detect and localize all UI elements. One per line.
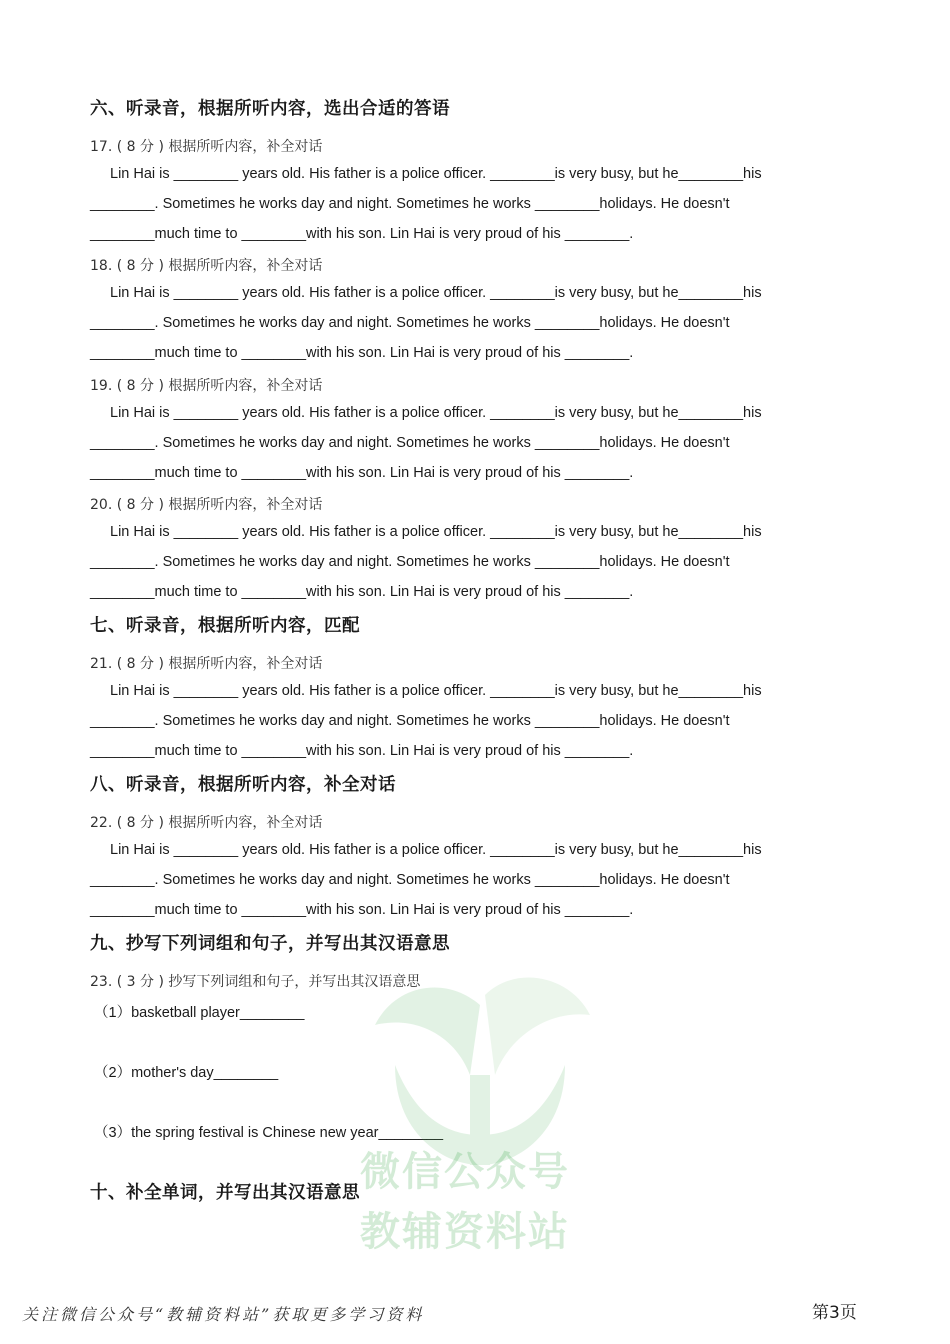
question-score: ( 3 分 )	[116, 974, 164, 990]
watermark-text-1: 微信公众号	[360, 1149, 570, 1195]
question-number: 22.	[90, 815, 113, 831]
copy-item-3: （3）the spring festival is Chinese new year________	[94, 1125, 444, 1141]
question-instruction: 根据所听内容，补全对话	[168, 378, 323, 394]
section-title-9: 九、抄写下列词组和句子，并写出其汉语意思	[90, 934, 450, 954]
passage-line-3: ________much time to ________with his son. Lin Hai is very proud of his ________.	[90, 345, 634, 361]
question-score: ( 8 分 )	[116, 378, 164, 394]
passage-line-1: Lin Hai is ________ years old. His father is a police officer. ________is very busy, but he________his	[110, 285, 762, 301]
section-title-7: 七、听录音，根据所听内容，匹配	[90, 616, 360, 636]
question-score: ( 8 分 )	[116, 656, 164, 672]
question-number: 23.	[90, 974, 113, 990]
question-instruction: 根据所听内容，补全对话	[168, 497, 323, 513]
question-number: 21.	[90, 656, 113, 672]
section-title-6: 六、听录音，根据所听内容，选出合适的答语	[90, 99, 450, 119]
question-instruction: 根据所听内容，补全对话	[168, 656, 323, 672]
passage-line-1: Lin Hai is ________ years old. His father is a police officer. ________is very busy, but he________his	[110, 683, 762, 699]
passage-line-3: ________much time to ________with his son. Lin Hai is very proud of his ________.	[90, 584, 634, 600]
passage-line-2: ________. Sometimes he works day and night. Sometimes he works ________holidays. He doesn't	[90, 554, 730, 570]
passage-line-3: ________much time to ________with his son. Lin Hai is very proud of his ________.	[90, 465, 634, 481]
question-score: ( 8 分 )	[116, 497, 164, 513]
question-instruction: 根据所听内容，补全对话	[168, 258, 323, 274]
question-instruction: 根据所听内容，补全对话	[168, 815, 323, 831]
question-17-header	[90, 136, 322, 156]
passage-line-2: ________. Sometimes he works day and night. Sometimes he works ________holidays. He doesn't	[90, 196, 730, 212]
question-19-header	[90, 375, 322, 395]
question-20-header	[90, 494, 322, 514]
passage-line-1: Lin Hai is ________ years old. His father is a police officer. ________is very busy, but he________his	[110, 405, 762, 421]
passage-line-2: ________. Sometimes he works day and night. Sometimes he works ________holidays. He doesn't	[90, 872, 730, 888]
question-score: ( 8 分 )	[116, 139, 164, 155]
passage-line-1: Lin Hai is ________ years old. His father is a police officer. ________is very busy, but he________his	[110, 842, 762, 858]
question-number: 18.	[90, 258, 113, 274]
passage-line-3: ________much time to ________with his son. Lin Hai is very proud of his ________.	[90, 743, 634, 759]
question-number: 19.	[90, 378, 113, 394]
question-score: ( 8 分 )	[116, 258, 164, 274]
page-number: 第3页	[812, 1303, 857, 1323]
copy-item-2: （2）mother's day________	[94, 1065, 279, 1081]
passage-line-1: Lin Hai is ________ years old. His father is a police officer. ________is very busy, but he________his	[110, 524, 762, 540]
question-instruction: 根据所听内容，补全对话	[168, 139, 323, 155]
question-22-header	[90, 812, 322, 832]
question-number: 20.	[90, 497, 113, 513]
question-score: ( 8 分 )	[116, 815, 164, 831]
copy-item-1: （1）basketball player________	[94, 1005, 305, 1021]
passage-line-2: ________. Sometimes he works day and night. Sometimes he works ________holidays. He doesn't	[90, 315, 730, 331]
question-21-header	[90, 653, 322, 673]
passage-line-3: ________much time to ________with his son. Lin Hai is very proud of his ________.	[90, 902, 634, 918]
passage-line-1: Lin Hai is ________ years old. His father is a police officer. ________is very busy, but he________his	[110, 166, 762, 182]
passage-line-2: ________. Sometimes he works day and night. Sometimes he works ________holidays. He doesn't	[90, 713, 730, 729]
footer-note: 关注微信公众号“教辅资料站”获取更多学习资料	[22, 1305, 425, 1324]
passage-line-3: ________much time to ________with his son. Lin Hai is very proud of his ________.	[90, 226, 634, 242]
passage-line-2: ________. Sometimes he works day and night. Sometimes he works ________holidays. He doesn't	[90, 435, 730, 451]
watermark-text-2: 教辅资料站	[360, 1209, 570, 1255]
question-18-header	[90, 255, 322, 275]
section-title-8: 八、听录音，根据所听内容，补全对话	[90, 775, 396, 795]
question-instruction: 抄写下列词组和句子，并写出其汉语意思	[168, 974, 421, 990]
question-number: 17.	[90, 139, 113, 155]
section-title-10: 十、补全单词，并写出其汉语意思	[90, 1183, 360, 1203]
